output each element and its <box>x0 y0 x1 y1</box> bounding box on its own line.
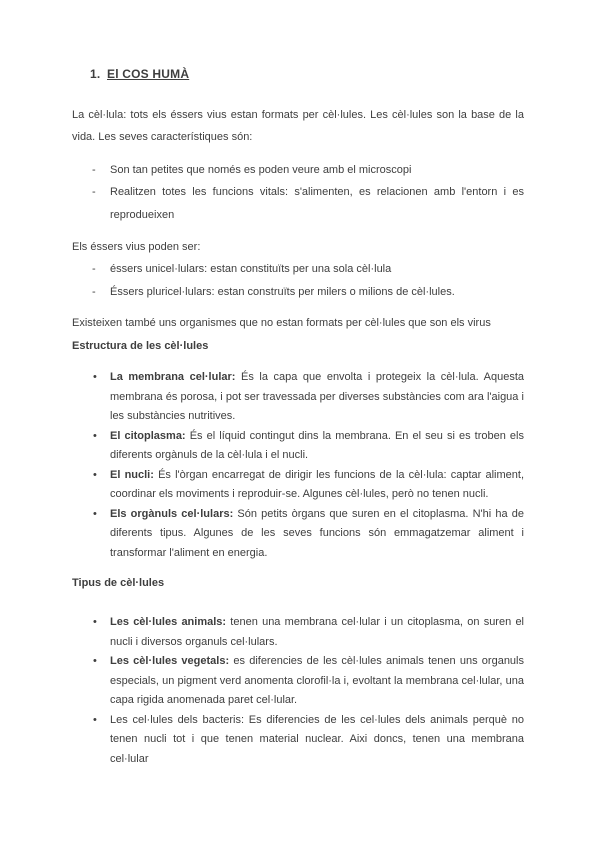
characteristics-list <box>72 159 524 226</box>
bullet-marker: • <box>93 655 97 668</box>
list-item <box>72 466 524 505</box>
bullet-marker: • <box>93 507 97 520</box>
list-item <box>72 281 524 303</box>
bullet-marker: • <box>93 371 97 384</box>
list-item <box>72 711 524 770</box>
list-item <box>72 652 524 711</box>
list-item-text <box>110 505 524 564</box>
intro-paragraph: La cèl·lula: tots els éssers vius estan formats per cèl·lules. Les cèl·lules son la base de la vida. Les seves característiques són: <box>72 109 524 144</box>
term: La membrana cel·lular: <box>110 371 236 384</box>
dash-marker: - <box>92 263 96 276</box>
virus-section <box>72 312 524 357</box>
virus-note: Existeixen també uns organismes que no estan formats per cèl·lules que son els virus <box>72 317 491 330</box>
list-item-text: Son tan petites que només es poden veure amb el microscopi <box>110 163 412 176</box>
section-heading <box>72 66 524 82</box>
heading-title: El COS HUMÀ <box>107 67 190 81</box>
definition: És l'òrgan encarregat de dirigir les funcions de la cèl·lula: captar aliment, coordinar els moviments i reproduir-se. Algunes cèl·lules, però no tenen nucli. <box>110 468 525 501</box>
term: Les cèl·lules vegetals: <box>110 655 230 668</box>
list-item-text <box>110 711 524 770</box>
list-item-text <box>110 427 524 466</box>
list-item <box>72 258 524 280</box>
list-item-text: Éssers pluricel·lulars: estan construïts per milers o milions de cèl·lules. <box>110 285 455 298</box>
term: Les cèl·lules animals: <box>110 616 227 629</box>
bullet-marker: • <box>93 468 97 481</box>
list-item-text <box>110 368 524 427</box>
list-item-text: éssers unicel·lulars: estan constituïts per una sola cèl·lula <box>110 263 392 276</box>
list-item <box>72 613 524 652</box>
types-heading: Tipus de cèl·lules <box>72 577 165 590</box>
beings-intro: Els éssers vius poden ser: <box>72 241 201 254</box>
beings-section <box>72 236 524 303</box>
bullet-marker: • <box>93 713 97 726</box>
list-item <box>72 427 524 466</box>
definition: És el líquid contingut dins la membrana. En el seu si es troben els diferents orgànuls de la cèl·lula i el nucli. <box>110 429 524 462</box>
bullet-marker: • <box>93 429 97 442</box>
dash-marker: - <box>92 285 96 298</box>
structure-list <box>72 368 524 563</box>
definition: tenen una membrana cel·lular i un citoplasma, on suren el nucli i diversos organuls cel·lulars. <box>110 616 525 648</box>
definition: Són petits òrgans que suren en el citoplasma. N'hi ha de diferents tipus. Algunes de les seves funcions són emmagatzemar aliment i transformar l'aliment en energia. <box>110 507 524 559</box>
heading-number: 1. <box>90 67 101 81</box>
term: El nucli: <box>110 468 154 481</box>
structure-heading: Estructura de les cèl·lules <box>72 339 209 352</box>
definition: es diferencies de les cèl·lules animals tenen uns organuls especials, un pigment verd anomenta clorofil·la i, evoltant la membrana cel·lular, una capa rigida anomenada paret cel·lular. <box>110 655 524 707</box>
definition: És la capa que envolta i protegeix la cèl·lula. Aquesta membrana és porosa, i pot ser travessada per diverses substàncies com ara l'aigua i les substàncies nutritives. <box>110 371 524 423</box>
term: Els orgànuls cel·lulars: <box>110 507 234 520</box>
list-item <box>72 159 524 181</box>
list-item-text <box>110 613 524 652</box>
types-list <box>72 613 524 769</box>
list-item <box>72 505 524 564</box>
dash-marker: - <box>92 186 96 199</box>
list-item-text <box>110 466 524 505</box>
list-item-text: Realitzen totes les funcions vitals: s'alimenten, es relacionen amb l'entorn i es reprodueixen <box>110 186 524 221</box>
dash-marker: - <box>92 163 96 176</box>
list-item <box>72 181 524 226</box>
list-item-text <box>110 652 524 711</box>
term: El citoplasma: <box>110 429 186 442</box>
definition: Les cel·lules dels bacteris: Es diferencies de les cel·lules dels animals perquè no tenen nucli tot i que tenen material nuclear. Aixi doncs, tenen una membrana cel·lular <box>110 713 524 765</box>
bullet-marker: • <box>93 616 97 629</box>
list-item <box>72 368 524 427</box>
